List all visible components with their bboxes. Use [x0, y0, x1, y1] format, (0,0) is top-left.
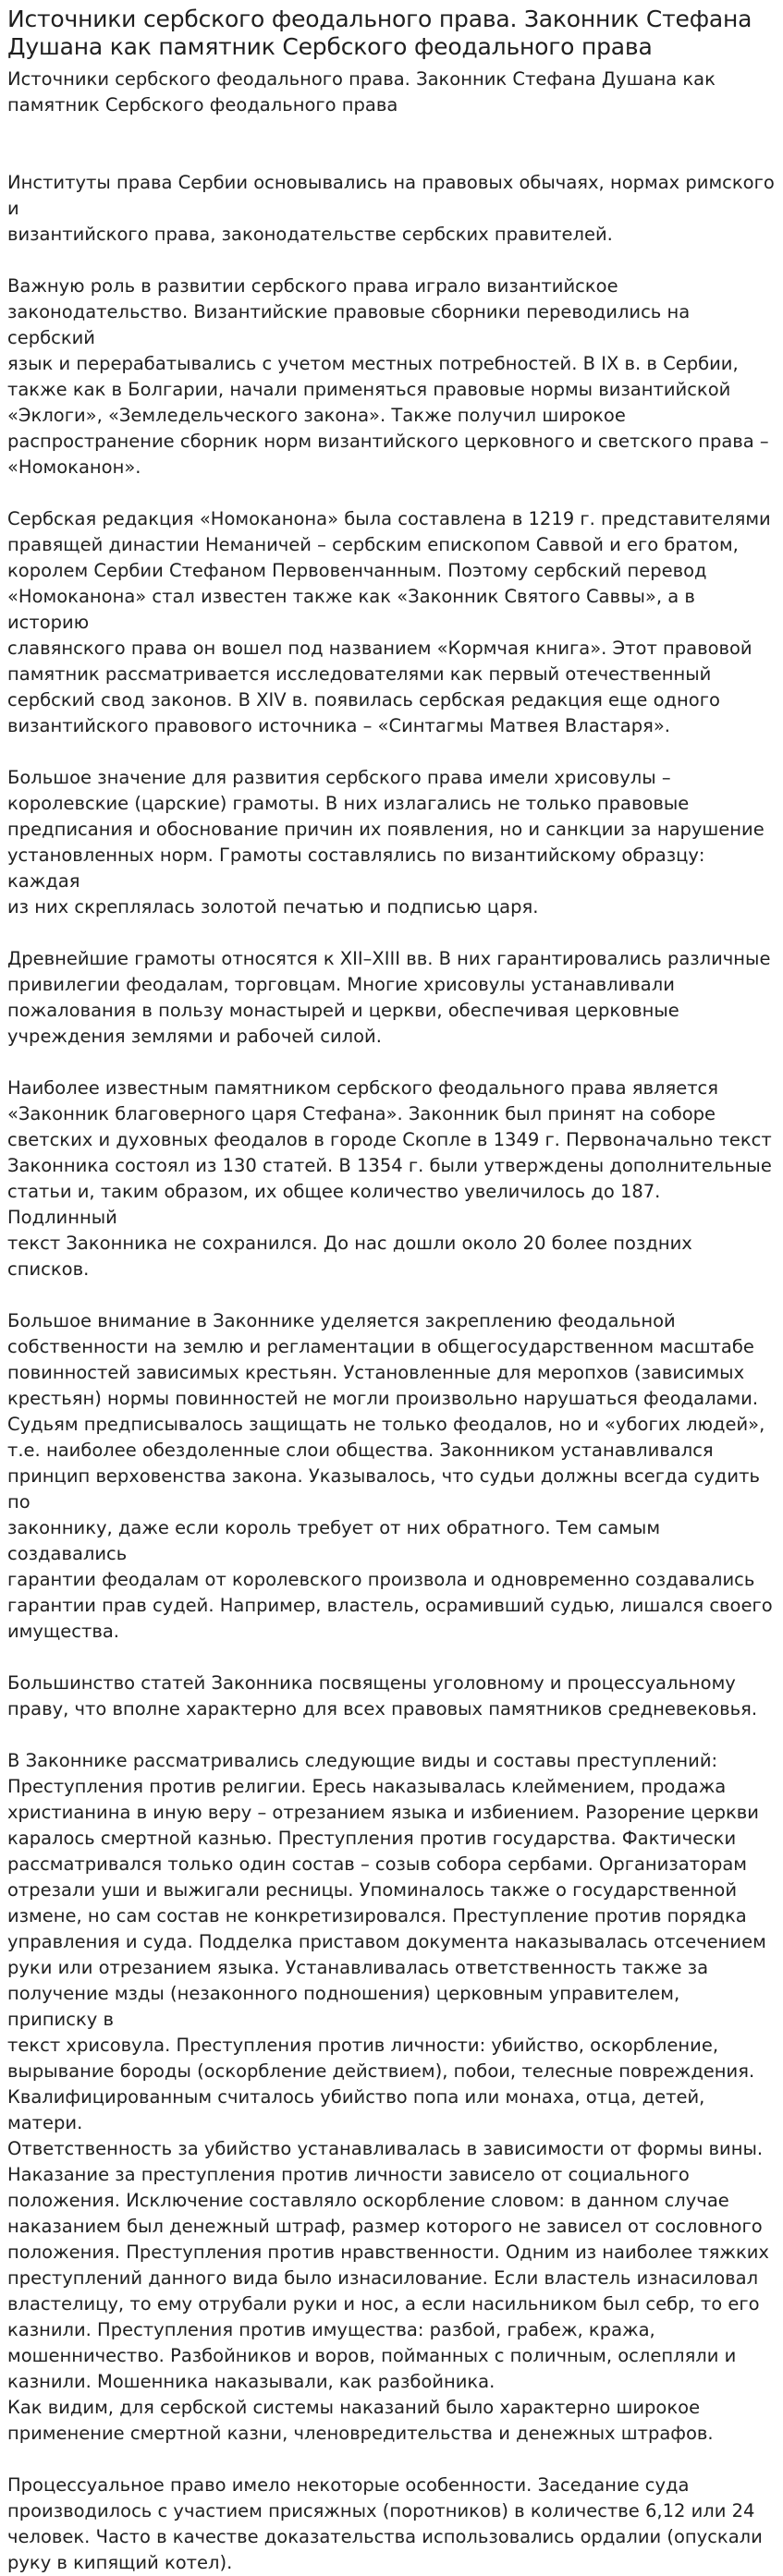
- article-body: [7, 170, 775, 2576]
- paragraph: Институты права Сербии основывались на правовых обычаях, нормах римского и византийского права, законодательстве сербских правителей.: [7, 172, 775, 245]
- paragraph: Наиболее известным памятником сербского феодального права является «Законник благоверного царя Стефана». Законник был принят на соборе светских и духовных феодалов в городе Скопле в 1349 г. Первоначально текст Законника состоял из 130 статей. В 1354 г. были утверждены дополнительные статьи и, таким образом, их общее количество увеличилось до 187. Подлинный текст Законника не сохранился. До нас дошли около 20 более поздних списков.: [7, 1077, 772, 1280]
- paragraph: Большое внимание в Законнике уделяется закреплению феодальной собственности на землю и регламентации в общегосударственном масштабе повинностей зависимых крестьян. Установленные для меропхов (зависимых крестьян) нормы повинностей не могли произвольно нарушаться феодалами. Судьям предписывалось защищать не только феодалов, но и «убогих людей», т.е. наиболее обездоленные слои общества. Законником устанавливался принцип верховенства закона. Указывалось, что судьи должны всегда судить по законнику, даже если король требует от них обратного. Тем самым создавались гарантии феодалам от королевского произвола и одновременно создавались гарантии прав судей. Например, властель, осрамивший судью, лишался своего имущества.: [7, 1310, 773, 1642]
- paragraph: Древнейшие грамоты относятся к XII–XIII вв. В них гарантировались различные привилегии феодалам, торговцам. Многие хрисовулы устанавливали пожалования в пользу монастырей и церкви, обеспечивая церковные учреждения землями и рабочей силой.: [7, 948, 771, 1047]
- paragraph: Большое значение для развития сербского права имели хрисовулы – королевские (царские) грамоты. В них излагались не только правовые предписания и обоснование причин их появления, но и санкции за нарушение установленных норм. Грамоты составлялись по византийскому образцу: каждая из них скреплялась золотой печатью и подписью царя.: [7, 767, 765, 917]
- paragraph: Важную роль в развитии сербского права играло византийское законодательство. Византийские правовые сборники переводились на сербский язык и перерабатывались с учетом местных потребностей. В IX в. в Сербии, также как в Болгарии, начали применяться правовые нормы византийской «Эклоги», «Земледельческого закона». Также получил широкое распространение сборник норм византийского церковного и светского права – «Номоканон».: [7, 275, 769, 478]
- paragraph: Большинство статей Законника посвящены уголовному и процессуальному праву, что вполне характерно для всех правовых памятников средневековья.: [7, 1672, 758, 1719]
- paragraph: В Законнике рассматривались следующие виды и составы преступлений: Преступления против религии. Ересь наказывалась клеймением, продажа христианина в иную веру – отрезанием языка и избиением. Разорение церкви каралось смертной казнью. Преступления против государства. Фактически рассматривался только один состав – созыв собора сербами. Организаторам отрезали уши и выжигали ресницы. Упоминалось также о государственной измене, но сам состав не конкретизировался. Преступление против порядка управления и суда. Подделка приставом документа наказывалась отсечением руки или отрезанием языка. Устанавливалась ответственность также за получение мзды (незаконного подношения) церковным управителем, приписку в текст хрисовула. Преступления против личности: убийство, оскорбление, вырывание бороды (оскорбление действием), побои, телесные повреждения. Квалифицированным считалось убийство попа или монаха, отца, детей, матери. Ответственность за убийство устанавливалась в зависимости от формы вины. Наказание за преступления против личности зависело от социального положения. Исключение составляло оскорбление словом: в данном случае наказанием был денежный штраф, размер которого не зависел от сословного положения. Преступления против нравственности. Одним из наиболее тяжких преступлений данного вида было изнасилование. Если властель изнасиловал властелицу, то ему отрубали руки и нос, а если насильником был себр, то его казнили. Преступления против имущества: разбой, грабеж, кража, мошенничество. Разбойников и воров, пойманных с поличным, ослепляли и казнили. Мошенника наказывали, как разбойника.: [7, 1750, 769, 2392]
- paragraph: Сербская редакция «Номоканона» была составлена в 1219 г. представителями правящей династии Неманичей – сербским епископом Саввой и его братом, королем Сербии Стефаном Первовенчанным. Поэтому сербский перевод «Номоканона» стал известен также как «Законник Святого Саввы», а в историю славянского права он вошел под названием «Кормчая книга». Этот правовой памятник рассматривается исследователями как первый отечественный сербский свод законов. В XIV в. появилась сербская редакция еще одного византийского правового источника – «Синтагмы Матвея Властаря».: [7, 508, 771, 736]
- page-subtitle: Источники сербского феодального права. Законник Стефана Душана как памятник Сербского феодального права: [7, 68, 716, 115]
- paragraph: Процессуальное право имело некоторые особенности. Заседание суда производилось с участием присяжных (поротников) в количестве 6,12 или 24 человек. Часто в качестве доказательства использовались ордалии (опускали руку в кипящий котел).: [7, 2474, 763, 2573]
- paragraph: Как видим, для сербской системы наказаний было характерно широкое применение смертной казни, членовредительства и денежных штрафов.: [7, 2397, 714, 2444]
- page-title: Источники сербского феодального права. Законник Стефана Душана как памятник Сербского феодального права: [7, 6, 752, 60]
